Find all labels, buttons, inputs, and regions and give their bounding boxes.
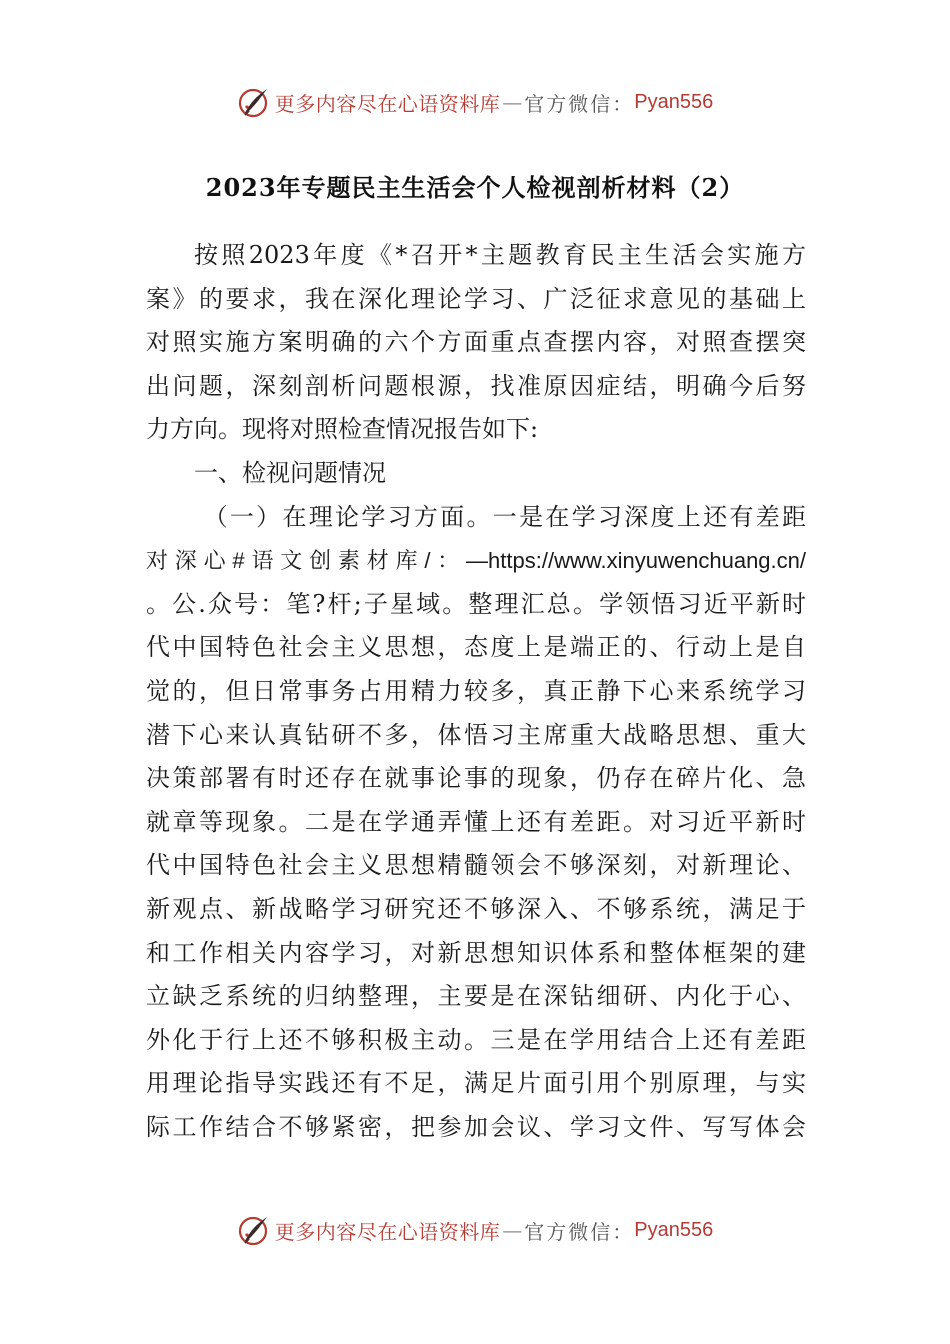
text-line: 用理论指导实践还有不足，满足片面引用个别原理，与实 xyxy=(146,1069,806,1098)
text-line: 代中国特色社会主义思想，态度上是端正的、行动上是自 xyxy=(146,633,806,662)
text-line: 立缺乏系统的归纳整理，主要是在深钻细研、内化于心、 xyxy=(146,982,806,1011)
footer-watermark-banner xyxy=(0,1210,950,1250)
text-line: 案》的要求，我在深化理论学习、广泛征求意见的基础上 xyxy=(146,284,806,313)
banner-official-label: 官方微信： xyxy=(524,1219,635,1244)
text-line: 觉的，但日常事务占用精力较多，真正静下心来系统学习 xyxy=(146,676,806,705)
feather-pen-logo-icon xyxy=(237,85,271,119)
text-line: 对照实施方案明确的六个方面重点查摆内容，对照查摆突 xyxy=(146,328,806,357)
document-body xyxy=(146,234,806,1149)
text-line: 。公.众号：笔?杆;子星域。整理汇总。学领悟习近平新时 xyxy=(146,589,806,618)
text-line: 新观点、新战略学习研究还不够深入、不够系统，满足于 xyxy=(146,894,806,923)
banner-slogan: 更多内容尽在心语资料库 xyxy=(274,1219,501,1244)
text-line: （一）在理论学习方面。一是在学习深度上还有差距 xyxy=(203,502,806,531)
banner-slogan: 更多内容尽在心语资料库 xyxy=(274,91,501,116)
text-line: 就章等现象。二是在学通弄懂上还有差距。对习近平新时 xyxy=(146,807,806,836)
text-line: 对深心#语文创素材库/：—https://www.xinyuwenchuang.cn/ xyxy=(146,548,806,574)
document-title: 2023年专题民主生活会个人检视剖析材料（2） xyxy=(205,173,745,202)
text-line: 一、检视问题情况 xyxy=(194,458,386,487)
text-line: 按照2023年度《*召开*主题教育民主生活会实施方 xyxy=(194,241,806,269)
banner-wechat-id: Pyan556 xyxy=(634,1218,714,1241)
banner-dash: — xyxy=(502,1218,523,1242)
header-watermark-banner xyxy=(0,82,950,122)
banner-dash: — xyxy=(502,90,523,114)
text-line: 外化于行上还不够积极主动。三是在学用结合上还有差距 xyxy=(146,1025,806,1054)
text-line: 代中国特色社会主义思想精髓领会不够深刻，对新理论、 xyxy=(146,851,806,880)
text-line: 潜下心来认真钻研不多，体悟习主席重大战略思想、重大 xyxy=(146,720,806,749)
text-line: 出问题，深刻剖析问题根源，找准原因症结，明确今后努 xyxy=(146,371,806,400)
banner-wechat-id: Pyan556 xyxy=(634,90,714,113)
feather-pen-logo-icon xyxy=(237,1213,271,1247)
banner-official-label: 官方微信： xyxy=(524,91,635,116)
text-line: 际工作结合不够紧密，把参加会议、学习文件、写写体会 xyxy=(146,1112,806,1141)
text-line: 力方向。现将对照检查情况报告如下: xyxy=(146,415,539,444)
text-line: 和工作相关内容学习，对新思想知识体系和整体框架的建 xyxy=(146,938,806,967)
text-line: 决策部署有时还存在就事论事的现象，仍存在碎片化、急 xyxy=(146,764,806,793)
